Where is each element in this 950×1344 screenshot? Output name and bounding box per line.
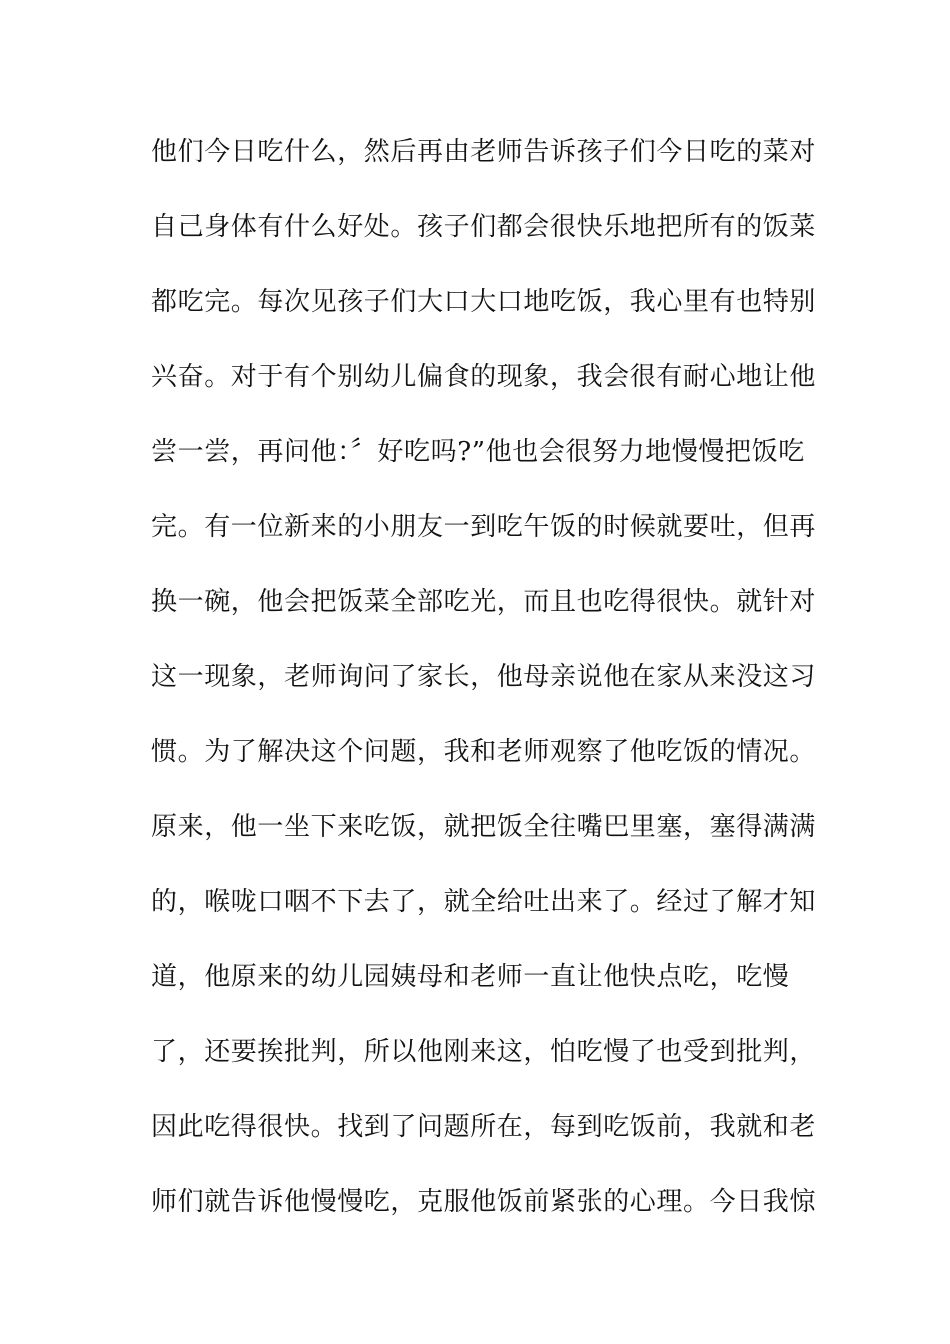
text-line: 惯。为了解决这个问题，我和老师观察了他吃饭的情况。	[151, 737, 817, 767]
text-line: 这一现象，老师询问了家长，他母亲说他在家从来没这习	[151, 662, 817, 692]
text-line: 道，他原来的幼儿园姨母和老师一直让他快点吃，吃慢	[151, 962, 790, 992]
text-line: 因此吃得很快。找到了问题所在，每到吃饭前，我就和老	[151, 1112, 817, 1142]
text-line: 换一碗，他会把饭菜全部吃光，而且也吃得很快。就针对	[151, 587, 817, 617]
text-line: 完。有一位新来的小朋友一到吃午饭的时候就要吐，但再	[151, 512, 817, 542]
text-line: 他们今日吃什么，然后再由老师告诉孩子们今日吃的菜对	[151, 137, 817, 167]
text-line: 兴奋。对于有个别幼儿偏食的现象，我会很有耐心地让他	[151, 362, 817, 392]
text-line: 师们就告诉他慢慢吃，克服他饭前紧张的心理。今日我惊	[151, 1187, 817, 1217]
text-line: 了，还要挨批判，所以他刚来这，怕吃慢了也受到批判，	[151, 1037, 817, 1067]
text-line: 都吃完。每次见孩子们大口大口地吃饭，我心里有也特别	[151, 287, 817, 317]
text-line: 原来，他一坐下来吃饭，就把饭全往嘴巴里塞，塞得满满	[151, 812, 817, 842]
text-line: 自己身体有什么好处。孩子们都会很快乐地把所有的饭菜	[151, 212, 817, 242]
body-text	[151, 128, 817, 1253]
text-line: 的，喉咙口咽不下去了，就全给吐出来了。经过了解才知	[151, 887, 817, 917]
text-line: 尝一尝，再问他：〞好吃吗?”他也会很努力地慢慢把饭吃	[151, 437, 805, 467]
